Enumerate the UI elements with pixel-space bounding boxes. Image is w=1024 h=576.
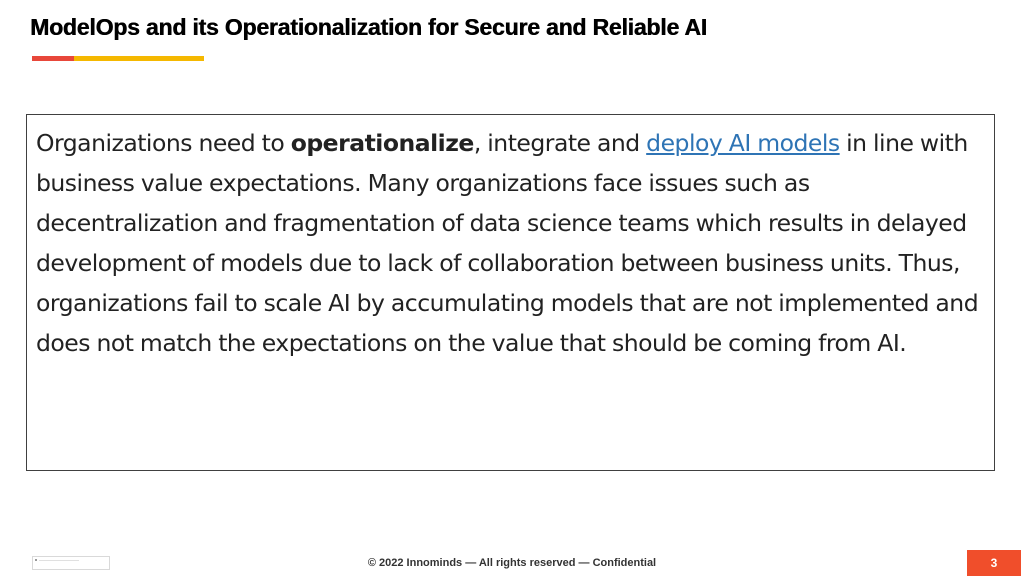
body-paragraph [36,123,984,363]
title-accent-yellow-bar [74,56,204,61]
page-number-badge: 3 [967,550,1021,576]
slide-title: ModelOps and its Operationalization for Secure and Reliable AI [30,14,707,40]
content-box [26,114,995,471]
body-text-intro: Organizations need to [36,129,291,157]
footer-copyright: © 2022 Innominds — All rights reserved — Confidential [367,557,657,569]
body-text-integrate: , integrate and [473,129,647,157]
deploy-ai-models-link[interactable]: deploy AI models [646,129,840,157]
body-text-bold-operationalize: operationalize [290,129,474,157]
title-accent-red-bar [32,56,74,61]
body-text-rest: in line with business value expectations. Many organizations face issues such as decentralization and fragmentation of data science teams which results in delayed development of models due to lack of collaboration between business units. Thus, organizations fail to scale AI by accumulating models that are not implemented and does not match the expectations on the value that should be coming from AI. [36,129,979,357]
